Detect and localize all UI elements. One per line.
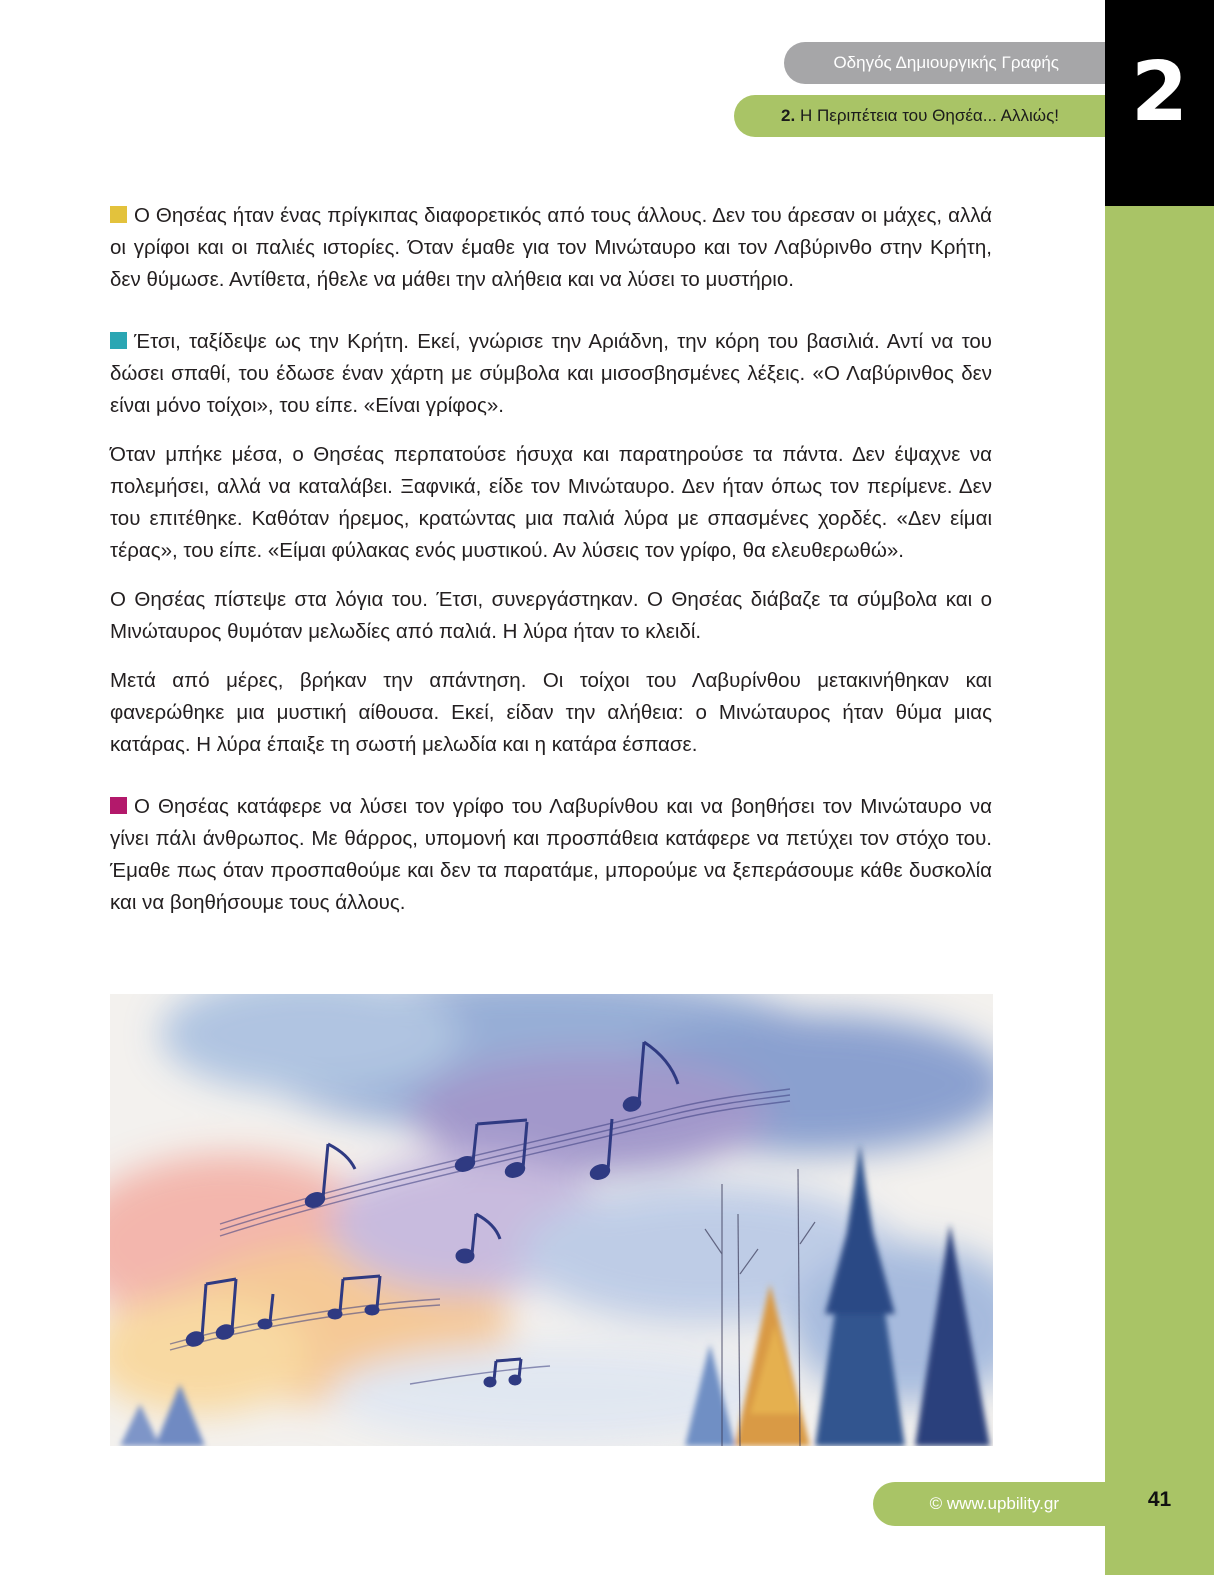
yellow-square-marker xyxy=(110,206,127,223)
copyright-tab xyxy=(873,1482,1105,1526)
chapter-number: 2 xyxy=(1130,45,1189,140)
guide-title: Οδηγός Δημιουργικής Γραφής xyxy=(833,53,1059,72)
paragraph: Ο Θησέας ήταν ένας πρίγκιπας διαφορετικός από τους άλλους. Δεν του άρεσαν οι μάχες, αλλά οι γρίφοι και οι παλιές ιστορίες. Όταν έμαθε για τον Μινώταυρο και τον Λαβύρινθο στην Κρήτη, δεν θύμωσε. Αντίθετα, ήθελε να μάθει την αλήθεια και να λύσει το μυστήριο. xyxy=(110,204,992,291)
copyright-text: © www.upbility.gr xyxy=(929,1494,1059,1513)
paragraph: Ο Θησέας πίστεψε στα λόγια του. Έτσι, συνεργάστηκαν. Ο Θησέας διάβαζε τα σύμβολα και ο Μινώταυρος θυμόταν μελωδίες από παλιά. Η λύρα ήταν το κλειδί. xyxy=(110,588,992,643)
story-text xyxy=(110,200,992,919)
teal-square-marker xyxy=(110,332,127,349)
page-number: 41 xyxy=(1147,1488,1172,1511)
paragraph: Όταν μπήκε μέσα, ο Θησέας περπατούσε ήσυχα και παρατηρούσε τα πάντα. Δεν έψαχνε να πολεμήσει, αλλά να καταλάβει. Ξαφνικά, είδε τον Μινώταυρο. Δεν ήταν όπως τον περίμενε. Δεν του επιτέθηκε. Καθόταν ήρεμος, κρατώντας μια παλιά λύρα με σπασμένες χορδές. «Δεν είμαι τέρας», του είπε. «Είμαι φύλακας ενός μυστικού. Αν λύσεις τον γρίφο, θα ελευθερωθώ». xyxy=(110,443,992,562)
side-band xyxy=(1105,206,1214,1575)
chapter-title: Η Περιπέτεια του Θησέα... Αλλιώς! xyxy=(799,106,1059,125)
paragraph: Ο Θησέας κατάφερε να λύσει τον γρίφο του Λαβυρίνθου και να βοηθήσει τον Μινώταυρο να γίνει πάλι άνθρωπος. Με θάρρος, υπομονή και προσπάθεια κατάφερε να πετύχει τον στόχο του. Έμαθε πως όταν προσπαθούμε και δεν τα παρατάμε, μπορούμε να ξεπεράσουμε κάθε δυσκολία και να βοηθήσουμε τους άλλους. xyxy=(110,795,992,914)
paragraph: Μετά από μέρες, βρήκαν την απάντηση. Οι τοίχοι του Λαβυρίνθου μετακινήθηκαν και φανερώθηκε μια μυστική αίθουσα. Εκεί, είδαν την αλήθεια: ο Μινώταυρος ήταν θύμα μιας κατάρας. Η λύρα έπαιξε τη σωστή μελωδία και η κατάρα έσπασε. xyxy=(110,669,992,756)
chapter-prefix: 2. xyxy=(781,106,796,125)
paragraph: Έτσι, ταξίδεψε ως την Κρήτη. Εκεί, γνώρισε την Αριάδνη, την κόρη του βασιλιά. Αντί να του δώσει σπαθί, του έδωσε έναν χάρτη με σύμβολα και μισοσβησμένες λέξεις. «Ο Λαβύρινθος δεν είναι μόνο τοίχοι», του είπε. «Είναι γρίφος». xyxy=(110,330,992,417)
chapter-title-tab xyxy=(734,95,1105,137)
guide-title-tab xyxy=(784,42,1105,84)
magenta-square-marker xyxy=(110,797,127,814)
watercolor-music-illustration xyxy=(110,994,993,1446)
